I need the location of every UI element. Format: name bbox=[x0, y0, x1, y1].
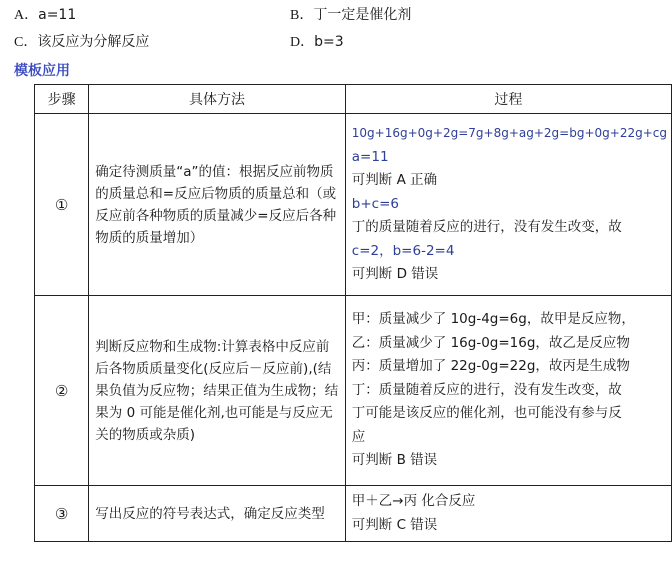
process-cell bbox=[345, 114, 671, 296]
process-cell bbox=[345, 296, 671, 486]
option-a-text: a=11 bbox=[38, 7, 77, 23]
method-text: 判断反应物和生成物:计算表格中反应前后各物质质量变化(反应后－反应前),(结果负值为反应物；结果正值为生成物；结果为 0 可能是催化剂,也可能是与反应无关的物质或杂质) bbox=[89, 296, 346, 486]
table-row bbox=[35, 296, 672, 486]
step-number: ① bbox=[35, 114, 89, 296]
method-text: 确定待测质量“a”的值：根据反应前物质的质量总和=反应后物质的质量总和（或反应前各种物质的质量减少=反应后各种物质的质量增加） bbox=[89, 114, 346, 296]
table-header-row bbox=[35, 85, 672, 114]
process-line: 10g+16g+0g+2g=7g+8g+ag+2g=bg+0g+22g+cg bbox=[351, 126, 667, 141]
process-line: a=11 bbox=[351, 148, 389, 165]
process-line: 丁的质量随着反应的进行，没有发生改变，故 bbox=[351, 219, 622, 236]
process-line: 丁可能是该反应的催化剂，也可能没有参与反 bbox=[351, 405, 622, 422]
process-line: 可判断 D 错误 bbox=[351, 266, 439, 283]
option-d-text: b=3 bbox=[314, 34, 344, 50]
header-step: 步骤 bbox=[35, 85, 89, 114]
option-c-text: 该反应为分解反应 bbox=[37, 34, 150, 50]
step-number: ② bbox=[35, 296, 89, 486]
process-cell bbox=[345, 486, 671, 542]
process-line: 丙：质量增加了 22g-0g=22g，故丙是生成物 bbox=[351, 358, 630, 375]
table-row bbox=[35, 114, 672, 296]
method-text: 写出反应的符号表达式，确定反应类型 bbox=[89, 486, 346, 542]
process-line: 可判断 C 错误 bbox=[351, 516, 438, 533]
section-title: 模板应用 bbox=[14, 63, 70, 79]
process-line: b+c=6 bbox=[351, 195, 399, 212]
process-line: 丁：质量随着反应的进行，没有发生改变，故 bbox=[351, 381, 622, 398]
process-line: 甲：质量减少了 10g-4g=6g，故甲是反应物， bbox=[351, 311, 635, 328]
table-row bbox=[35, 486, 672, 542]
header-method: 具体方法 bbox=[89, 85, 346, 114]
process-line: 可判断 B 错误 bbox=[351, 452, 438, 469]
process-line: c=2，b=6-2=4 bbox=[351, 242, 455, 259]
process-line: 甲＋乙→丙 化合反应 bbox=[351, 493, 476, 509]
process-line: 应 bbox=[351, 428, 366, 445]
step-number: ③ bbox=[35, 486, 89, 542]
option-d-letter: D． bbox=[290, 35, 315, 50]
option-a-letter: A． bbox=[14, 8, 39, 23]
process-line: 可判断 A 正确 bbox=[351, 172, 438, 189]
option-c bbox=[14, 33, 149, 52]
option-b-letter: B． bbox=[290, 8, 314, 23]
option-b-text: 丁一定是催化剂 bbox=[313, 7, 412, 23]
process-line: 乙：质量减少了 16g-0g=16g，故乙是反应物 bbox=[351, 334, 630, 351]
steps-table bbox=[34, 84, 672, 542]
option-a bbox=[14, 6, 76, 25]
header-process: 过程 bbox=[345, 85, 671, 114]
option-d bbox=[290, 33, 344, 52]
option-b bbox=[290, 6, 411, 25]
option-c-letter: C． bbox=[14, 35, 38, 50]
